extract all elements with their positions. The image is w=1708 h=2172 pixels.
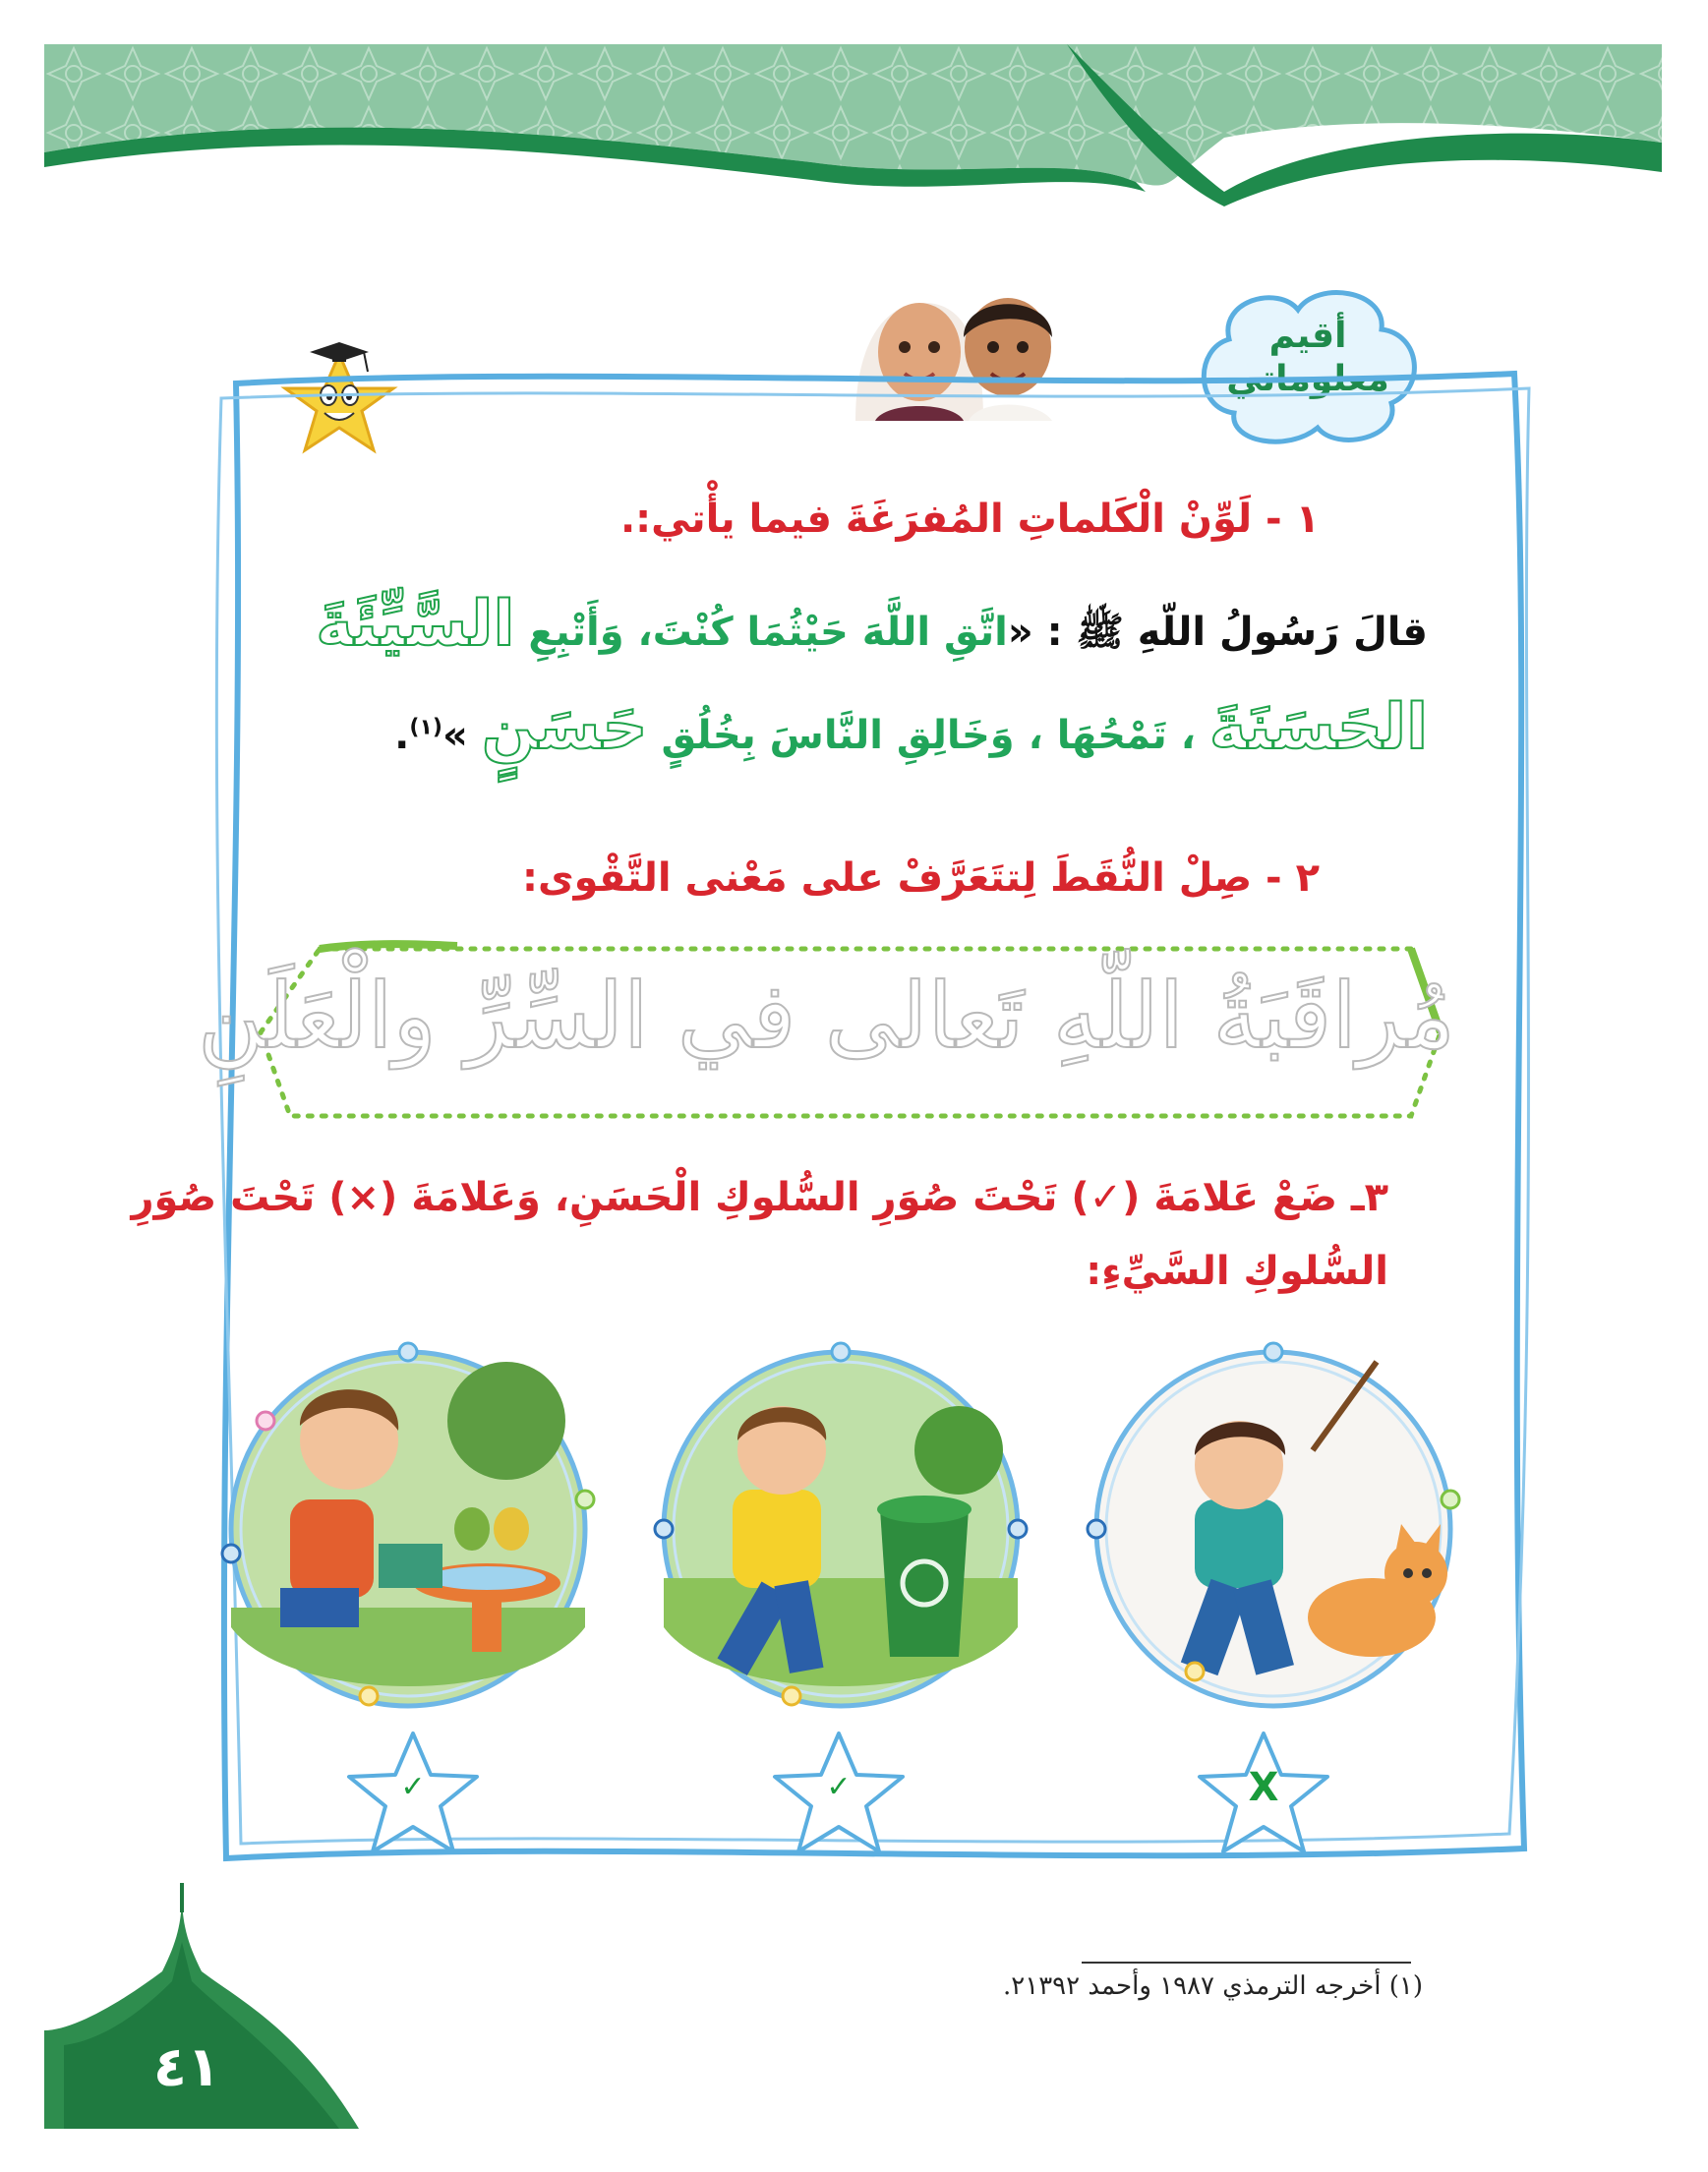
hadith-prefix: قالَ رَسُولُ اللّهِ ﷺ : « (1007, 610, 1428, 655)
q3-heading-line1: ٣ـ ضَعْ عَلامَةَ (✓) تَحْتَ صُوَرِ السُّلوكِ الْحَسَنِ، وَعَلامَةَ (×) تَحْتَ صُوَرِ (131, 1175, 1388, 1220)
section-badge-line2: معلوماتي (1226, 359, 1389, 399)
answer-mark-1: X (1248, 1765, 1279, 1810)
footnote-ref: (١) (409, 715, 442, 740)
outline-word-hasanah[interactable]: الحَسَنَةَ (1208, 691, 1428, 764)
hadith-green-text-1: اتَّقِ اللَّهَ حَيْثُمَا كُنْتَ، وَأَتْبِعِ (528, 610, 1008, 655)
hadith-line1 (316, 590, 1428, 667)
hadith-suffix: » (442, 713, 468, 758)
page-number: ٤١ (152, 2035, 221, 2099)
answer-mark-2: ✓ (826, 1770, 852, 1804)
picture-boy-chasing-cat (1077, 1332, 1470, 1726)
dotted-trace-text[interactable]: مُراقَبَةُ اللّهِ تَعالى في السِّرِّ والْعَلَنِ (198, 964, 1455, 1069)
q2-heading: ٢ - صِلْ النُّقَطَ لِتتَعَرَّفْ على مَعْنى التَّقْوى: (522, 855, 1320, 901)
outline-word-hasan[interactable]: حَسَنٍ (481, 691, 648, 764)
footnote-divider (1082, 1962, 1411, 1964)
hadith-line2 (394, 688, 1428, 775)
picture-boy-recycling (644, 1332, 1037, 1726)
top-banner (44, 44, 1662, 241)
hadith-green-text-2: ، تَمْحُهَا ، وَخَالِقِ النَّاسَ بِخُلُقٍ (661, 713, 1196, 758)
footnote-text: (١) أخرجه الترمذي ١٩٨٧ وأحمد ٢١٣٩٢. (1003, 1971, 1423, 2001)
answer-mark-3: ✓ (400, 1770, 426, 1804)
hadith-end-dot: . (394, 713, 410, 758)
picture-boy-watering-birds (211, 1332, 605, 1726)
section-badge-line1: أقيم (1268, 316, 1347, 356)
q3-heading-line2: السُّلوكِ السَّيِّءِ: (1086, 1249, 1388, 1294)
q1-heading: ١ - لَوِّنْ الْكَلماتِ المُفرَغَةَ فيما يأْتي:. (619, 497, 1320, 542)
outline-word-sayyiah[interactable]: السَّيِّئَةَ (316, 588, 515, 661)
